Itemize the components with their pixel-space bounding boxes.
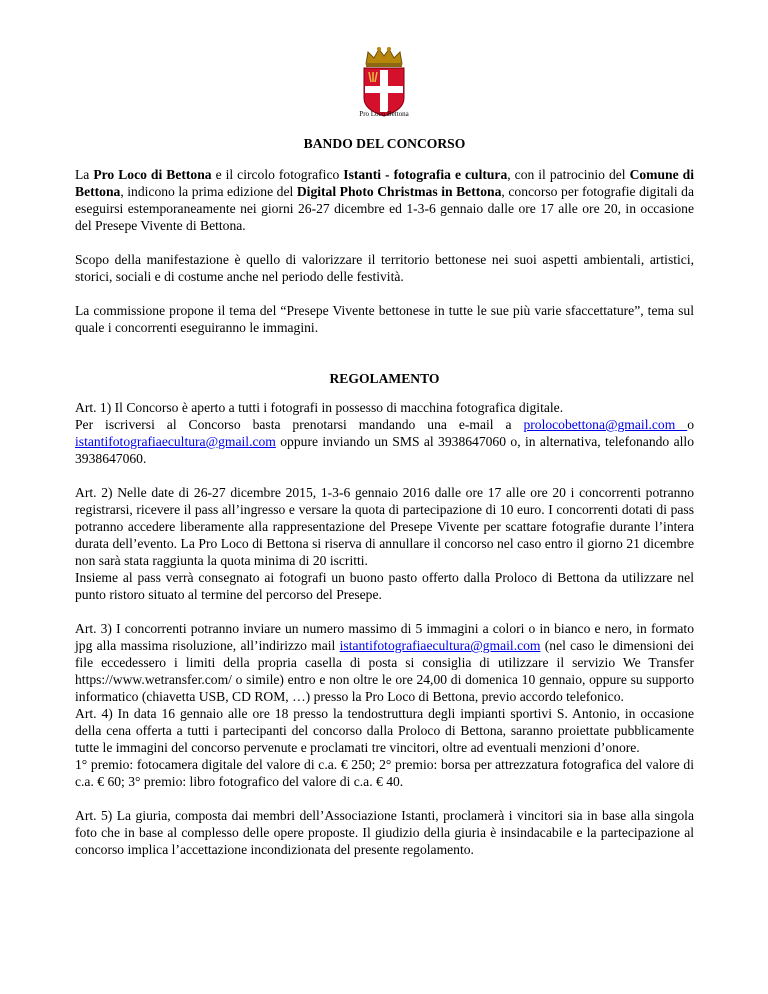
scope-paragraph: Scopo della manifestazione è quello di valorizzare il territorio bettonese nei suoi aspetti ambientali, artistici, storici, sociali e di costume anche nel periodo delle festività.: [75, 252, 694, 284]
theme-paragraph: La commissione propone il tema del “Presepe Vivente bettonese in tutte le sue più varie sfaccettature”, tema sul quale i concorrenti eseguiranno le immagini.: [75, 303, 694, 335]
page-title: BANDO DEL CONCORSO: [303, 136, 466, 151]
intro-paragraph: La Pro Loco di Bettona e il circolo fotografico Istanti - fotografia e cultura, con il patrocinio del Comune di Bettona, indicono la prima edizione del Digital Photo Christmas in Bettona, concorso per fotografie digitali da eseguirsi estemporaneamente nei giorni 26-27 dicembre ed 1-3-6 gennaio dalle ore 17 alle ore 20, in occasione del Presepe Vivente di Bettona.: [75, 167, 695, 233]
email-link-istanti[interactable]: istantifotografiaecultura@gmail.com: [75, 434, 276, 449]
article-4-paragraph-1: Art. 4) In data 16 gennaio alle ore 18 presso la tendostruttura degli impianti sportivi S. Antonio, in occasione della cena offerta a tutti i partecipanti del concorso dalla Proloco di Bettona, saranno proiettate pubblicamente tutte le immagini del concorso pervenute e proclamati tre vincitori, oltre ad eventuali menzioni d’onore.: [75, 706, 694, 755]
email-link-istanti-submit[interactable]: istantifotografiaecultura@gmail.com: [339, 638, 541, 653]
document-body: [75, 135, 694, 875]
article-2-paragraph-1: Art. 2) Nelle date di 26-27 dicembre 2015, 1-3-6 gennaio 2016 dalle ore 17 alle ore 20 i concorrenti potranno registrarsi, ricevere il pass all’ingresso e versare la quota di partecipazione di 10 euro. I concorrenti dotati di pass potranno accedere liberamente alla rappresentazione del Presepe Vivente per scattare fotografie durante l’intera durata dell’evento. La Pro Loco di Bettona si riserva di annullare il concorso nel caso entro il giorno 21 dicembre non sarà stata raggiunta la quota minima di 20 iscritti.: [75, 485, 694, 568]
section-title-regolamento: REGOLAMENTO: [329, 371, 440, 386]
email-link-proloco[interactable]: prolocobettona@gmail.com: [523, 417, 688, 432]
article-5: Art. 5) La giuria, composta dai membri dell’Associazione Istanti, proclamerà i vincitori sia in base alla singola foto che in base al complesso delle opere proposte. Il giudizio della giuria è insindacabile e la partecipazione al concorso implica l’accettazione incondizionata del presente regolamento.: [75, 808, 694, 857]
logo-caption: Pro Loco Bettona: [359, 110, 409, 118]
article-3: Art. 3) I concorrenti potranno inviare un numero massimo di 5 immagini a colori o in bianco e nero, in formato jpg alla massima risoluzione, all’indirizzo mail istantifotografiaecultura@gmail.com (nel caso le dimensioni dei file eccedessero i limiti della propria casella di posta si consiglia di utilizzare il servizio We Transfer https://www.wetransfer.com/ o simile) entro e non oltre le ore 24,00 di domenica 10 gennaio, oppure su supporto informatico (chiavetta USB, CD ROM, …) presso la Pro Loco di Bettona, previo accordo telefonico.: [75, 621, 695, 704]
article-2-paragraph-2: Insieme al pass verrà consegnato ai fotografi un buono pasto offerto dalla Proloco di Bettona da utilizzare nel punto ristoro situato al termine del percorso del Presepe.: [75, 570, 694, 602]
article-4-prizes: 1° premio: fotocamera digitale del valore di c.a. € 250; 2° premio: borsa per attrezzatura fotografica del valore di c.a. € 60; 3° premio: libro fotografico del valore di c.a. € 40.: [75, 757, 694, 789]
article-1: Art. 1) Il Concorso è aperto a tutti i fotografi in possesso di macchina fotografica digitale. Per iscriversi al Concorso basta prenotarsi mandando una e-mail a prolocobettona@gmail.com o istantifotografiaecultura@gmail.com oppure inviando un SMS al 3938647060 o, in alternativa, telefonando allo 3938647060.: [75, 400, 694, 466]
